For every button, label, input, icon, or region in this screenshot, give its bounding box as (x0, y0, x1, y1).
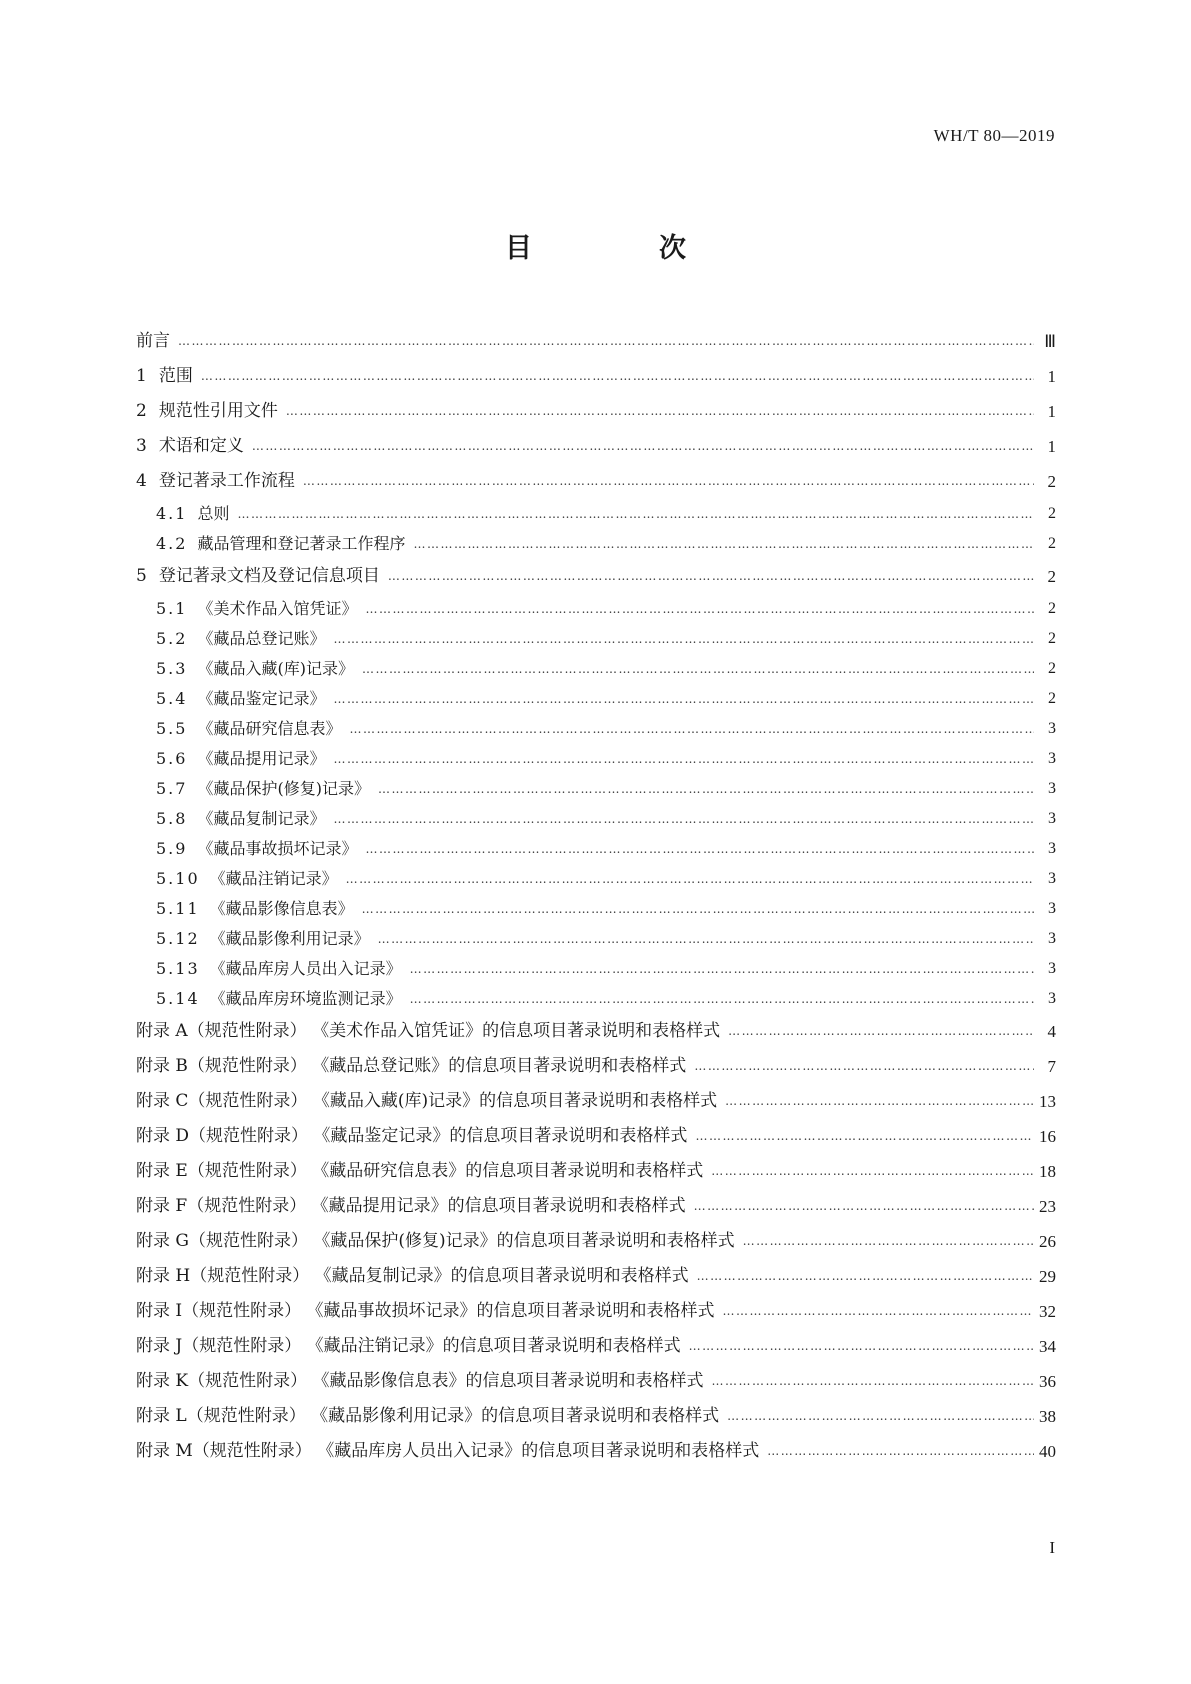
toc-entry-label: 《藏品入藏(库)记录》 (197, 659, 354, 678)
toc-entry-page: 7 (1047, 1057, 1056, 1076)
dot-leader (365, 834, 1034, 864)
toc-entry-title (136, 1399, 723, 1434)
toc-entry-title (156, 744, 329, 774)
toc-entry[interactable] (136, 924, 1056, 954)
toc-entry-title (156, 714, 345, 744)
toc-entry-label: 《藏品注销记录》 (209, 869, 338, 888)
toc-entry-page: 3 (1048, 810, 1056, 827)
toc-entry-label: 附录 B（规范性附录） 《藏品总登记账》的信息项目著录说明和表格样式 (136, 1056, 687, 1076)
toc-entry[interactable] (136, 864, 1056, 894)
toc-entry-title (136, 1084, 721, 1119)
toc-entry-title (136, 1364, 708, 1399)
toc-entry-title (136, 394, 282, 429)
toc-entry[interactable] (136, 529, 1056, 559)
toc-entry-title (156, 654, 358, 684)
dot-leader (333, 624, 1034, 654)
toc-entry-number: 5.12 (156, 929, 200, 948)
toc-entry-label: 附录 A（规范性附录） 《美术作品入馆凭证》的信息项目著录说明和表格样式 (136, 1021, 721, 1041)
toc-entry[interactable] (136, 1119, 1056, 1154)
toc-entry[interactable] (136, 324, 1056, 359)
toc-entry-number: 4 (136, 471, 149, 491)
toc-entry-page: 2 (1048, 535, 1056, 552)
toc-entry[interactable] (136, 1084, 1056, 1119)
toc-entry-page: 2 (1047, 472, 1056, 491)
toc-entry[interactable] (136, 894, 1056, 924)
toc-entry-title (136, 324, 174, 359)
dot-leader (201, 359, 1034, 394)
toc-entry-label: 《藏品鉴定记录》 (197, 689, 326, 708)
toc-entry-label: 附录 F（规范性附录） 《藏品提用记录》的信息项目著录说明和表格样式 (136, 1196, 686, 1216)
toc-entry-page: 2 (1048, 660, 1056, 677)
toc-entry-title (156, 594, 361, 624)
toc-entry-number: 2 (136, 401, 149, 421)
toc-entry-title (156, 954, 406, 984)
toc-entry-number: 5 (136, 566, 149, 586)
toc-entry-page: 3 (1048, 930, 1056, 947)
toc-entry[interactable] (136, 954, 1056, 984)
toc-entry-title (136, 1434, 763, 1469)
dot-leader (694, 1189, 1034, 1224)
dot-leader (252, 429, 1034, 464)
toc-entry-label: 登记著录工作流程 (158, 471, 295, 491)
toc-entry-title (136, 1224, 739, 1259)
toc-entry[interactable] (136, 1049, 1056, 1084)
toc-entry[interactable] (136, 1329, 1056, 1364)
toc-entry-title (156, 804, 329, 834)
toc-entry-title (136, 429, 248, 464)
dot-leader (388, 559, 1034, 594)
toc-entry-page: 26 (1039, 1232, 1056, 1251)
dot-leader (362, 894, 1034, 924)
toc-entry-page: 18 (1039, 1162, 1056, 1181)
toc-entry-title (136, 1329, 685, 1364)
toc-entry[interactable] (136, 464, 1056, 499)
dot-leader (362, 654, 1034, 684)
toc-entry-page: 16 (1039, 1127, 1056, 1146)
dot-leader (767, 1434, 1034, 1469)
toc-entry-number: 5.1 (156, 599, 188, 618)
toc-entry-number: 5.14 (156, 989, 200, 1008)
toc-entry-label: 《藏品复制记录》 (197, 809, 326, 828)
toc-entry-label: 附录 K（规范性附录） 《藏品影像信息表》的信息项目著录说明和表格样式 (136, 1371, 704, 1391)
table-of-contents (136, 324, 1056, 1469)
toc-entry-label: 《藏品库房环境监测记录》 (209, 989, 402, 1008)
toc-entry-page: 4 (1047, 1022, 1056, 1041)
toc-entry[interactable] (136, 984, 1056, 1014)
toc-entry-page: 3 (1048, 840, 1056, 857)
toc-entry[interactable] (136, 1189, 1056, 1224)
toc-entry-page: 3 (1048, 900, 1056, 917)
toc-entry-title (156, 984, 406, 1014)
toc-entry-label: 《藏品研究信息表》 (197, 719, 342, 738)
toc-entry-page: 34 (1039, 1337, 1056, 1356)
toc-entry-number: 5.8 (156, 809, 188, 828)
toc-entry-page: 3 (1048, 720, 1056, 737)
dot-leader (711, 1154, 1034, 1189)
toc-entry-label: 《藏品影像信息表》 (209, 899, 354, 918)
toc-entry[interactable] (136, 804, 1056, 834)
toc-entry-label: 附录 L（规范性附录） 《藏品影像利用记录》的信息项目著录说明和表格样式 (136, 1406, 720, 1426)
toc-entry-label: 规范性引用文件 (158, 401, 278, 421)
toc-entry[interactable] (136, 624, 1056, 654)
toc-entry-number: 4.1 (156, 504, 188, 523)
toc-entry-label: 总则 (197, 504, 230, 523)
toc-entry-label: 藏品管理和登记著录工作程序 (197, 534, 406, 553)
toc-entry-page: 1 (1047, 402, 1056, 421)
toc-entry-page: Ⅲ (1044, 332, 1056, 351)
dot-leader (178, 324, 1034, 359)
toc-entry-page: 2 (1047, 567, 1056, 586)
toc-entry-title (136, 1014, 724, 1049)
toc-entry[interactable] (136, 559, 1056, 594)
toc-entry-page: 3 (1048, 870, 1056, 887)
toc-entry-page: 38 (1039, 1407, 1056, 1426)
toc-entry-page: 3 (1048, 750, 1056, 767)
toc-entry-page: 29 (1039, 1267, 1056, 1286)
toc-entry[interactable] (136, 654, 1056, 684)
dot-leader (378, 924, 1034, 954)
toc-entry-label: 登记著录文档及登记信息项目 (158, 566, 380, 586)
toc-entry-page: 1 (1047, 367, 1056, 386)
dot-leader (410, 954, 1034, 984)
dot-leader (413, 529, 1034, 559)
toc-entry-number: 5.11 (156, 899, 200, 918)
dot-leader (728, 1014, 1034, 1049)
dot-leader (237, 499, 1034, 529)
dot-leader (333, 804, 1034, 834)
toc-entry-title (136, 1294, 719, 1329)
toc-entry[interactable] (136, 1294, 1056, 1329)
toc-entry-number: 5.5 (156, 719, 188, 738)
toc-entry[interactable] (136, 1364, 1056, 1399)
toc-entry-label: 附录 D（规范性附录） 《藏品鉴定记录》的信息项目著录说明和表格样式 (136, 1126, 688, 1146)
toc-entry-page: 23 (1039, 1197, 1056, 1216)
dot-leader (743, 1224, 1034, 1259)
toc-entry[interactable] (136, 359, 1056, 394)
page-number: I (1049, 1538, 1055, 1557)
toc-entry-title (156, 894, 358, 924)
toc-entry-page: 3 (1048, 780, 1056, 797)
toc-entry-label: 附录 E（规范性附录） 《藏品研究信息表》的信息项目著录说明和表格样式 (136, 1161, 704, 1181)
dot-leader (725, 1084, 1034, 1119)
toc-entry[interactable] (136, 1434, 1056, 1469)
toc-entry-label: 《藏品总登记账》 (197, 629, 326, 648)
toc-entry-number: 4.2 (156, 534, 188, 553)
toc-entry-page: 3 (1048, 990, 1056, 1007)
toc-entry-label: 前言 (136, 331, 170, 351)
toc-entry-label: 附录 M（规范性附录） 《藏品库房人员出入记录》的信息项目著录说明和表格样式 (136, 1441, 760, 1461)
toc-entry-number: 5.2 (156, 629, 188, 648)
toc-entry-page: 13 (1039, 1092, 1056, 1111)
dot-leader (349, 714, 1034, 744)
dot-leader (410, 984, 1034, 1014)
toc-entry-title (136, 1189, 690, 1224)
toc-entry[interactable] (136, 744, 1056, 774)
toc-entry-label: 《藏品保护(修复)记录》 (197, 779, 370, 798)
toc-entry-title (136, 1049, 690, 1084)
toc-entry-page: 40 (1039, 1442, 1056, 1461)
toc-entry-number: 5.4 (156, 689, 188, 708)
toc-entry-title (156, 864, 342, 894)
toc-entry-page: 2 (1048, 505, 1056, 522)
toc-entry-page: 3 (1048, 960, 1056, 977)
dot-leader (303, 464, 1034, 499)
toc-entry[interactable] (136, 774, 1056, 804)
toc-entry[interactable] (136, 429, 1056, 464)
toc-entry-label: 范围 (158, 366, 193, 386)
toc-entry-title (156, 499, 233, 529)
toc-entry-label: 《美术作品入馆凭证》 (197, 599, 358, 618)
toc-entry-title (136, 1259, 693, 1294)
toc-entry[interactable] (136, 714, 1056, 744)
dot-leader (727, 1399, 1034, 1434)
toc-entry-label: 附录 I（规范性附录） 《藏品事故损坏记录》的信息项目著录说明和表格样式 (136, 1301, 715, 1321)
dot-leader (694, 1049, 1034, 1084)
toc-entry-number: 5.6 (156, 749, 188, 768)
toc-entry-title (156, 624, 329, 654)
toc-entry-title (136, 1154, 707, 1189)
dot-leader (378, 774, 1034, 804)
toc-entry-number: 3 (136, 436, 149, 456)
toc-entry-title (156, 834, 361, 864)
standard-code: WH/T 80—2019 (933, 126, 1055, 145)
toc-entry-label: 《藏品提用记录》 (197, 749, 326, 768)
toc-entry[interactable] (136, 1154, 1056, 1189)
toc-entry-label: 《藏品影像利用记录》 (209, 929, 370, 948)
page-title: 目 次 (505, 233, 736, 264)
toc-entry-title (156, 924, 374, 954)
dot-leader (333, 684, 1034, 714)
toc-entry-page: 2 (1048, 630, 1056, 647)
dot-leader (333, 744, 1034, 774)
toc-entry-number: 5.3 (156, 659, 188, 678)
toc-entry-title (156, 774, 374, 804)
toc-entry[interactable] (136, 834, 1056, 864)
toc-entry-number: 5.9 (156, 839, 188, 858)
toc-entry[interactable] (136, 684, 1056, 714)
toc-entry-page: 2 (1048, 690, 1056, 707)
dot-leader (723, 1294, 1034, 1329)
dot-leader (689, 1329, 1034, 1364)
toc-entry-title (136, 559, 384, 594)
dot-leader (286, 394, 1034, 429)
toc-entry-page: 2 (1048, 600, 1056, 617)
toc-entry-number: 5.7 (156, 779, 188, 798)
toc-entry-label: 附录 G（规范性附录） 《藏品保护(修复)记录》的信息项目著录说明和表格样式 (136, 1231, 735, 1251)
toc-entry-number: 5.13 (156, 959, 200, 978)
toc-entry[interactable] (136, 1399, 1056, 1434)
toc-entry[interactable] (136, 1014, 1056, 1049)
toc-entry-label: 附录 H（规范性附录） 《藏品复制记录》的信息项目著录说明和表格样式 (136, 1266, 689, 1286)
toc-entry-page: 32 (1039, 1302, 1056, 1321)
toc-entry-label: 附录 J（规范性附录） 《藏品注销记录》的信息项目著录说明和表格样式 (136, 1336, 681, 1356)
toc-entry[interactable] (136, 1224, 1056, 1259)
toc-entry-label: 《藏品事故损坏记录》 (197, 839, 358, 858)
toc-entry-title (136, 1119, 691, 1154)
dot-leader (697, 1259, 1034, 1294)
dot-leader (346, 864, 1034, 894)
toc-entry-label: 《藏品库房人员出入记录》 (209, 959, 402, 978)
dot-leader (365, 594, 1034, 624)
dot-leader (712, 1364, 1034, 1399)
dot-leader (695, 1119, 1034, 1154)
toc-entry-number: 5.10 (156, 869, 200, 888)
toc-entry[interactable] (136, 1259, 1056, 1294)
toc-entry[interactable] (136, 499, 1056, 529)
toc-entry[interactable] (136, 594, 1056, 624)
toc-entry-label: 术语和定义 (158, 436, 244, 456)
toc-entry-page: 1 (1047, 437, 1056, 456)
toc-entry-title (136, 359, 197, 394)
toc-entry[interactable] (136, 394, 1056, 429)
toc-entry-number: 1 (136, 366, 149, 386)
toc-entry-title (156, 684, 329, 714)
toc-entry-title (156, 529, 409, 559)
toc-entry-label: 附录 C（规范性附录） 《藏品入藏(库)记录》的信息项目著录说明和表格样式 (136, 1091, 718, 1111)
toc-entry-page: 36 (1039, 1372, 1056, 1391)
toc-entry-title (136, 464, 299, 499)
